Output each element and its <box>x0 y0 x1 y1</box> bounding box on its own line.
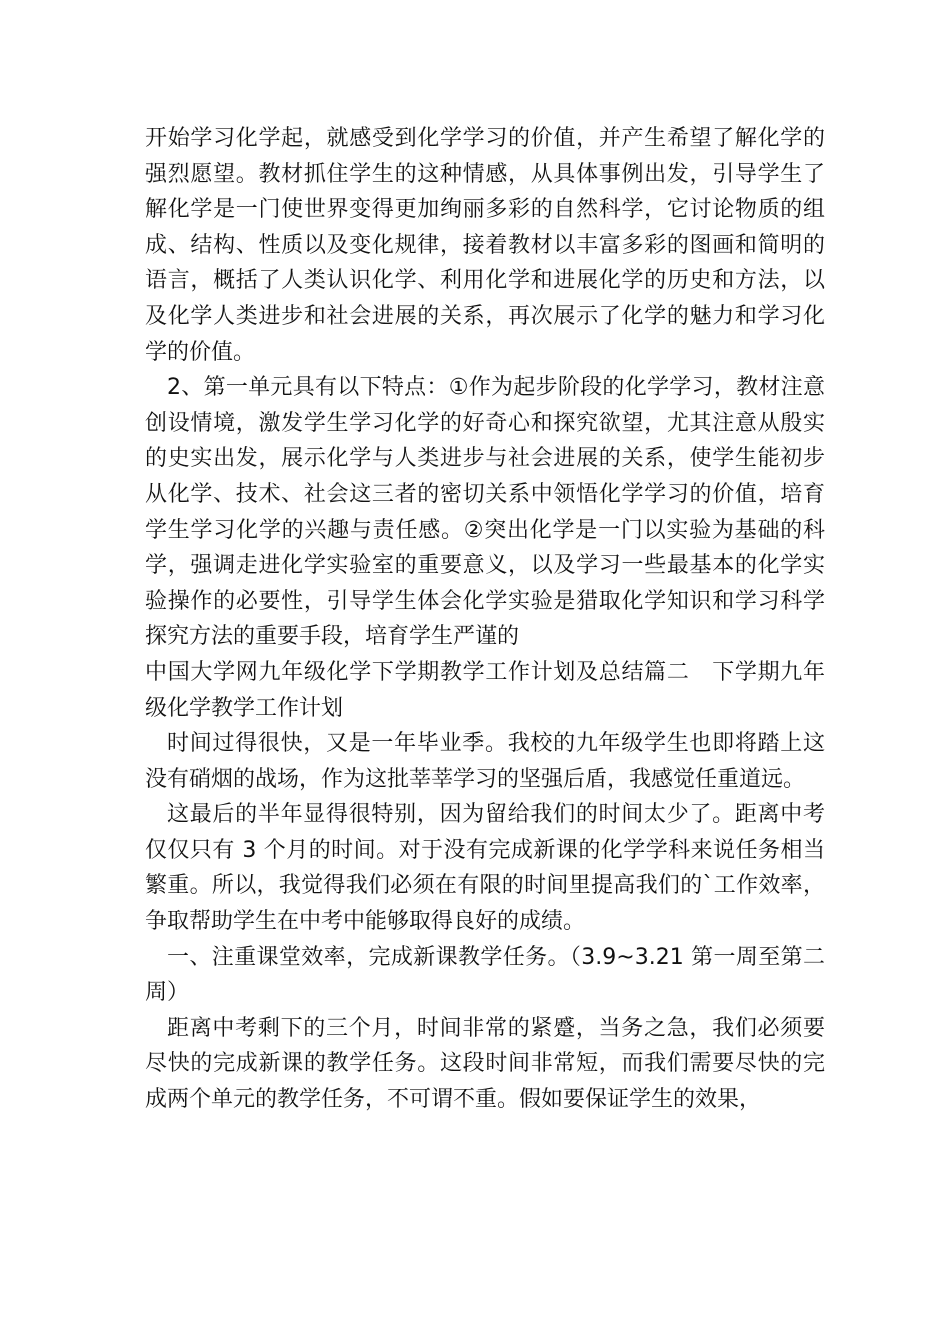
paragraph-intro-continuation: 开始学习化学起，就感受到化学学习的价值，并产生希望了解化学的强烈愿望。教材抓住学生的这种情感，从具体事例出发，引导学生了解化学是一门使世界变得更加绚丽多彩的自然科学，它讨论物质的组成、结构、性质以及变化规律，接着教材以丰富多彩的图画和简明的语言，概括了人类认识化学、利用化学和进展化学的历史和方法，以及化学人类进步和社会进展的关系，再次展示了化学的魅力和学习化学的价值。 <box>145 126 825 365</box>
paragraph-unit-one-features: 2、第一单元具有以下特点：①作为起步阶段的化学学习，教材注意创设情境，激发学生学习化学的好奇心和探究欲望，尤其注意从殷实的史实出发，展示化学与人类进步与社会进展的关系，使学生能初步从化学、技术、社会这三者的密切关系中领悟化学学习的价值，培育学生学习化学的兴趣与责任感。②突出化学是一门以实验为基础的科学，强调走进化学实验室的重要意义，以及学习一些最基本的化学实验操作的必要性，引导学生体会化学实验是猎取化学知识和学习科学探究方法的重要手段，培育学生严谨的 <box>145 375 825 650</box>
document-body <box>145 121 825 1118</box>
paragraph-time-flies: 时间过得很快，又是一年毕业季。我校的九年级学生也即将踏上这没有硝烟的战场，作为这批莘莘学习的坚强后盾，我感觉任重道远。 <box>145 731 825 792</box>
paragraph-item-one-heading: 一、注重课堂效率，完成新课教学任务。（3.9~3.21 第一周至第二周） <box>145 944 825 1006</box>
paragraph-three-months: 距离中考剩下的三个月，时间非常的紧蹙，当务之急，我们必须要尽快的完成新课的教学任务。这段时间非常短，而我们需要尽快的完成两个单元的教学任务，不可谓不重。假如要保证学生的效果， <box>145 1015 825 1113</box>
paragraph-last-half-year: 这最后的半年显得很特别，因为留给我们的时间太少了。距离中考仅仅只有 3 个月的时间。对于没有完成新课的化学学科来说任务相当繁重。所以，我觉得我们必须在有限的时间里提高我们的`工作效率，争取帮助学生在中考中能够取得良好的成绩。 <box>145 802 825 935</box>
section-heading: 中国大学网九年级化学下学期教学工作计划及总结篇二 下学期九年级化学教学工作计划 <box>145 659 825 721</box>
